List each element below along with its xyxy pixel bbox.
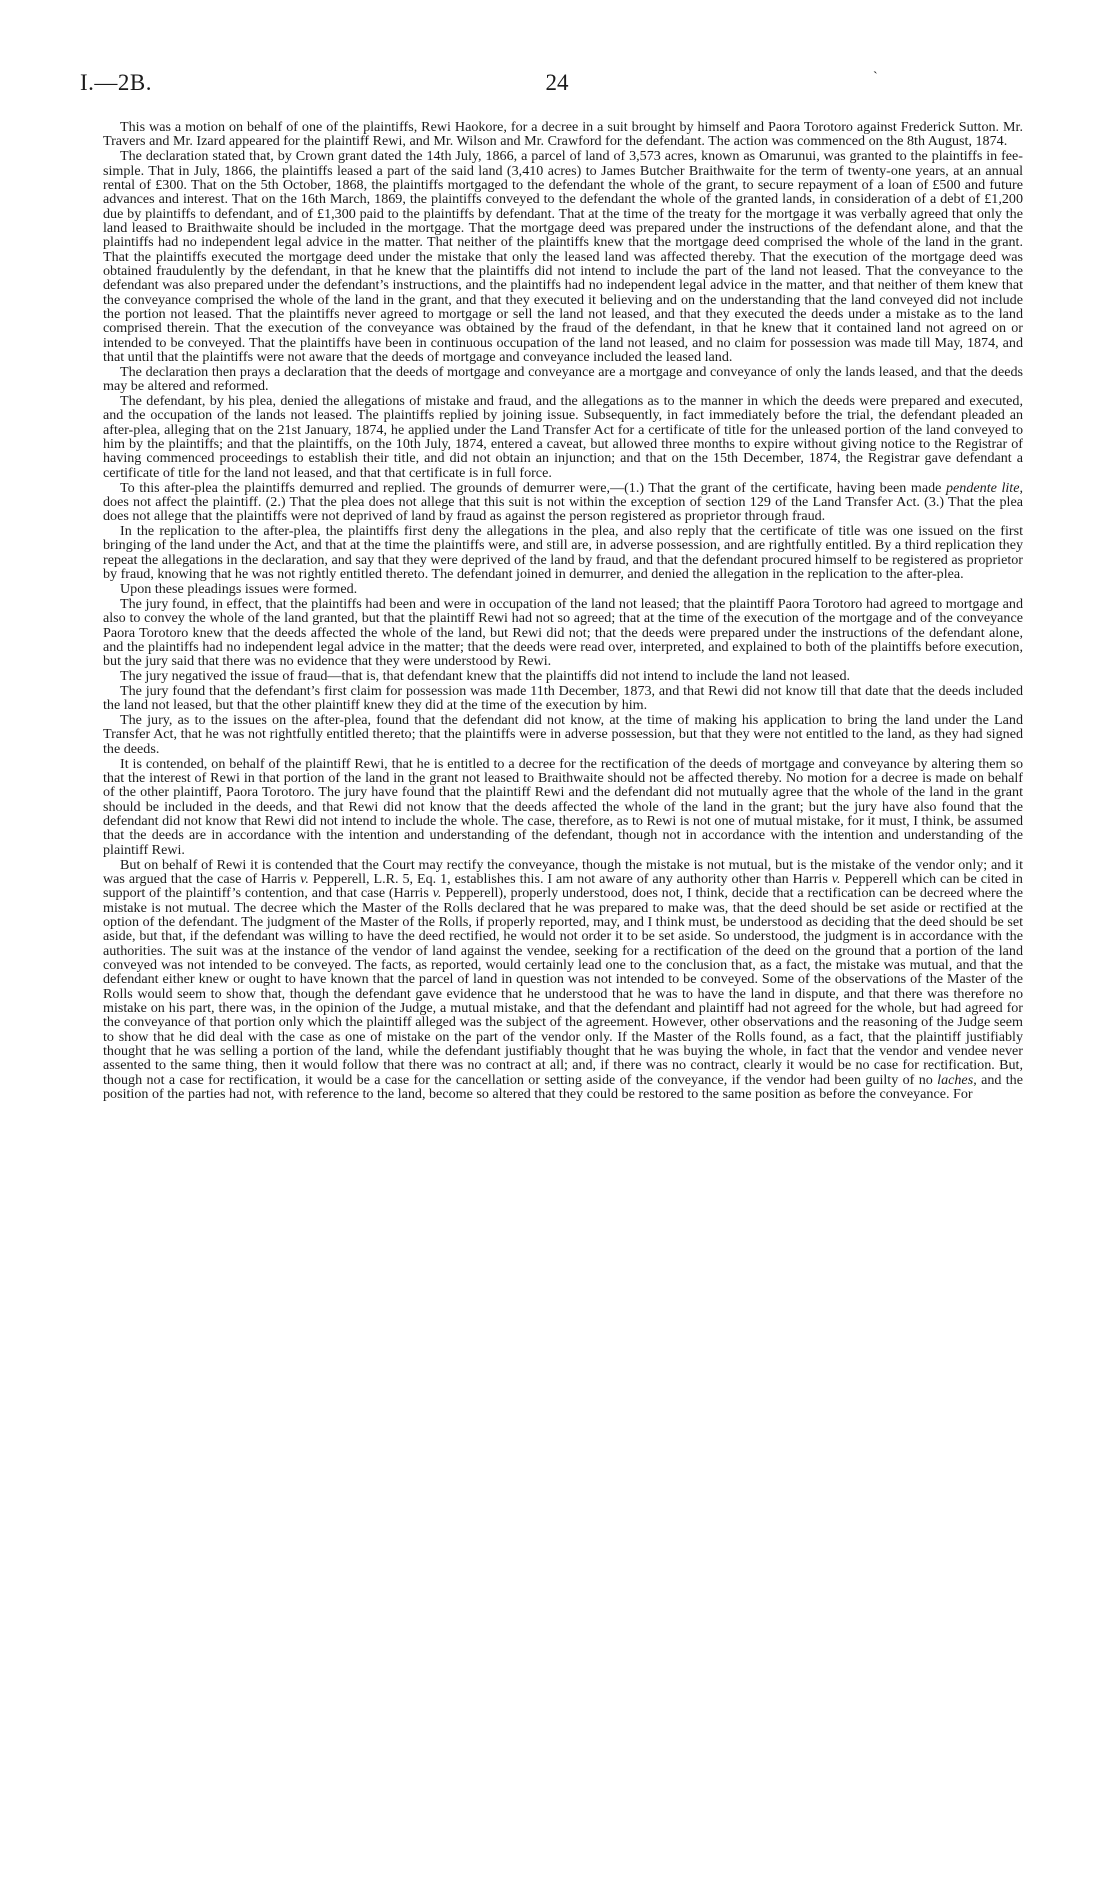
paragraph-text: The jury, as to the issues on the after-plea, found that the defendant did not know, at the time of making his application to bring the land under the Land Transfer Act, that he was not rightfully entitled thereto; that the plaintiffs were in adverse possession, but that they were not entitled to the land, as they had signed the deeds. [103, 712, 1023, 757]
paragraph [103, 149, 1023, 364]
italic-text: v. [831, 870, 841, 887]
page-number: 24 [545, 70, 569, 95]
italic-text: pendente lite [946, 479, 1020, 496]
paragraph-text: , and the position of the parties had not, with reference to the land, become so altered that they could be restored to the same position as before the conveyance. For [103, 1071, 1023, 1103]
paragraph [103, 582, 1023, 596]
page-reference: I.—2B. [80, 70, 152, 95]
paragraph-text: The jury found that the defendant’s first claim for possession was made 11th December, 1873, and that Rewi did not know till that date that the deeds included the land not leased, but that the other plaintiff knew they did at the time of the execution by him. [103, 682, 1023, 714]
paragraph-text: Pepperell which can be cited in support of the plaintiff’s contention, and that case (Harris [103, 870, 1023, 902]
paragraph-text: The jury negatived the issue of fraud—that is, that defendant knew that the plaintiffs did not intend to include the land not leased. [120, 668, 851, 685]
paragraph-text: The jury found, in effect, that the plaintiffs had been and were in occupation of the land not leased; that the plaintiff Paora Torotoro had agreed to mortgage and also to convey the whole of the land granted, but that the plaintiff Rewi had not so agreed; that at the time of the execution of the mortgage and of the conveyance Paora Torotoro knew that the deeds affected the whole of the land, but Rewi did not; that the deeds were prepared under the instructions of the defendant alone, and the plaintiffs had no independent legal advice in the matter; that the deeds were read over, interpreted, and explained to both of the plaintiffs before execution, but the jury said that there was no evidence that they were understood by Rewi. [103, 595, 1023, 670]
paragraph-text: But on behalf of Rewi it is contended that the Court may rectify the conveyance, though the mistake is not mutual, but is the mistake of the vendor only; and it was argued that the case of Harris [103, 856, 1023, 887]
paragraph-text: , does not affect the plaintiff. (2.) That the plea does not allege that this suit is not within the exception of section 129 of the Land Transfer Act. (3.) That the plea does not allege that the plaintiffs were not deprived of land by fraud as against the person registered as proprietor through fraud. [103, 479, 1023, 525]
italic-text: v. [300, 870, 309, 887]
page-header [0, 70, 1114, 98]
paragraph [103, 394, 1023, 480]
paragraph [103, 365, 1023, 394]
paragraph-text: Upon these pleadings issues were formed. [120, 581, 358, 597]
italic-text: v. [432, 885, 442, 902]
paragraph [103, 120, 1023, 149]
paragraph [103, 684, 1023, 713]
paragraph-text: In the replication to the after-plea, the plaintiffs first deny the allegations in the plea, and also reply that the certificate of title was one issued on the first bringing of the land under the Act, and that at the time the plaintiffs were, and still are, in adverse possession, and are rightfully entitled. By a third replication they repeat the allegations in the declaration, and say that they were deprived of the land by fraud, and that the defendant procured himself to be registered as proprietor by fraud, knowing that he was not rightly entitled thereto. The defendant joined in demurrer, and denied the allegation in the replication to the after-plea. [103, 523, 1023, 583]
paragraph-text: Pepperell), properly understood, does not, I think, decide that a rectification can be decreed where the mistake is not mutual. The decree which the Master of the Rolls declared that he was prepared to make was, that the deed should be set aside or rectified at the option of the defendant. The judgment of the Master of the Rolls, if properly reported, may, and I think must, be understood as deciding that the deed should be set aside, but that, if the defendant was willing to have the deed rectified, he would not order it to be set aside. So understood, the judgment is in accordance with the authorities. The suit was at the instance of the vendor of land against the vendee, seeking for a rectification of the deed on the ground that a portion of the land conveyed was not intended to be conveyed. The facts, as reported, would certainly lead one to the conclusion that, as a fact, the mistake was mutual, and that the defendant either knew or ought to have known that the parcel of land in question was not intended to be conveyed. Some of the observations of the Master of the Rolls would seem to show that, though the defendant gave evidence that he understood that he was to have the land in dispute, and that there was therefore no mistake on his part, there was, in the opinion of the Judge, a mutual mistake, and that the defendant and plaintiff had not agreed for the whole, but had agreed for the conveyance of that portion only which the plaintiff alleged was the subject of the agreement. However, other observations and the reasoning of the Judge seem to show that he did deal with the case as one of mistake on the part of the vendor only. If the Master of the Rolls found, as a fact, that the plaintiff justifiably thought that he was selling a portion of the land, while the defendant justifiably thought that he was buying the whole, in fact that the vendor and vendee never assented to the same thing, then it would follow that there was no contract at all; and, if there was no contract, clearly it would be no case for rectification. But, though not a case for rectification, it would be a case for the cancellation or setting aside of the conveyance, if the vendor had been guilty of no [103, 885, 1023, 1088]
paragraph-text: The defendant, by his plea, denied the allegations of mistake and fraud, and the allegations as to the manner in which the deeds were prepared and executed, and the occupation of the lands not leased. The plaintiffs replied by joining issue. Subsequently, in fact immediately before the trial, the defendant pleaded an after-plea, alleging that on the 21st January, 1874, he applied under the Land Transfer Act for a certificate of title for the unleased portion of the land conveyed to him by the plaintiffs; and that the plaintiffs, on the 10th July, 1874, entered a caveat, but allowed three months to expire without giving notice to the Registrar of having commenced proceedings to establish their title, and did not obtain an injunction; and that on the 15th December, 1874, the Registrar gave defendant a certificate of title for the land not leased, and that that certificate is in full force. [103, 393, 1023, 481]
paragraph [103, 858, 1023, 1102]
margin-mark: ` [873, 70, 878, 85]
paragraph-text: This was a motion on behalf of one of the plaintiffs, Rewi Haokore, for a decree in a suit brought by himself and Paora Torotoro against Frederick Sutton. Mr. Travers and Mr. Izard appeared for the plaintiff Rewi, and Mr. Wilson and Mr. Crawford for the defendant. The action was commenced on the 8th August, 1874. [103, 119, 1023, 150]
paragraph-text: Pepperell, L.R. 5, Eq. 1, establishes this. I am not aware of any authority other than Harris [308, 870, 832, 887]
paragraph [103, 757, 1023, 857]
paragraph [103, 713, 1023, 756]
paragraph [103, 669, 1023, 683]
italic-text: laches [937, 1071, 974, 1088]
paragraph-text: It is contended, on behalf of the plaintiff Rewi, that he is entitled to a decree for the rectification of the deeds of mortgage and conveyance by altering them so that the interest of Rewi in that portion of the land in the grant not leased to Braithwaite should not be affected thereby. No motion for a decree is made on behalf of the other plaintiff, Paora Torotoro. The jury have found that the plaintiff Rewi and the defendant did not mutually agree that the whole of the land in the grant should be included in the deeds, and that Rewi did not know that the deeds affected the whole of the land in the grant; but the jury have also found that the defendant did not know that Rewi did not intend to include the whole. The case, therefore, as to Rewi is not one of mutual mistake, for it must, I think, be assumed that the deeds are in accordance with the intention and understanding of the defendant, though not in accordance with the intention and understanding of the plaintiff Rewi. [103, 755, 1023, 858]
paragraph-text: The declaration stated that, by Crown grant dated the 14th July, 1866, a parcel of land of 3,573 acres, known as Omarunui, was granted to the plaintiffs in fee-simple. That in July, 1866, the plaintiffs leased a part of the said land (3,410 acres) to James Butcher Braithwaite for the term of twenty-one years, at an annual rental of £300. That on the 5th October, 1868, the plaintiffs mortgaged to the defendant the whole of the grant, to secure repayment of a loan of £500 and future advances and interest. That on the 16th March, 1869, the plaintiffs conveyed to the defendant the whole of the granted lands, in consideration of a debt of £1,200 due by plaintiffs to defendant, and of £1,300 paid to the plaintiffs by defendant. That at the time of the treaty for the mortgage it was verbally agreed that only the land leased to Braithwaite should be included in the mortgage. That the mortgage deed was prepared under the instructions of the defendant alone, and that the plaintiffs had no independent legal advice in the matter. That neither of the plaintiffs knew that the mortgage deed comprised the whole of the land in the grant. That the plaintiffs executed the mortgage deed under the mistake that only the leased land was affected thereby. That the execution of the mortgage deed was obtained fraudulently by the defendant, in that he knew that the plaintiffs did not intend to include the part of the land not leased. That the conveyance to the defendant was also prepared under the defendant’s instructions, and the plaintiffs had no independent legal advice in the matter, and that neither of them knew that the conveyance comprised the whole of the land in the grant, and that they executed it believing and on the understanding that the land conveyed did not include the portion not leased. That the plaintiffs never agreed to mortgage or sell the land not leased, and that they executed the deeds under a mistake as to the land comprised therein. That the execution of the conveyance was obtained by the fraud of the defendant, in that he knew that it contained land not agreed on or intended to be conveyed. That the plaintiffs have been in continuous occupation of the land not leased, and no claim for possession was made till May, 1874, and that until that the plaintiffs were not aware that the deeds of mortgage and conveyance included the leased land. [103, 148, 1023, 365]
paragraph [103, 597, 1023, 669]
paragraph-text: The declaration then prays a declaration that the deeds of mortgage and conveyance are a mortgage and conveyance of only the lands leased, and that the deeds may be altered and reformed. [103, 363, 1023, 395]
paragraph-text: To this after-plea the plaintiffs demurred and replied. The grounds of demurrer were,—(1.) That the grant of the certificate, having been made [120, 479, 946, 496]
body-text [103, 120, 1023, 1102]
paragraph [103, 524, 1023, 581]
paragraph [103, 481, 1023, 524]
